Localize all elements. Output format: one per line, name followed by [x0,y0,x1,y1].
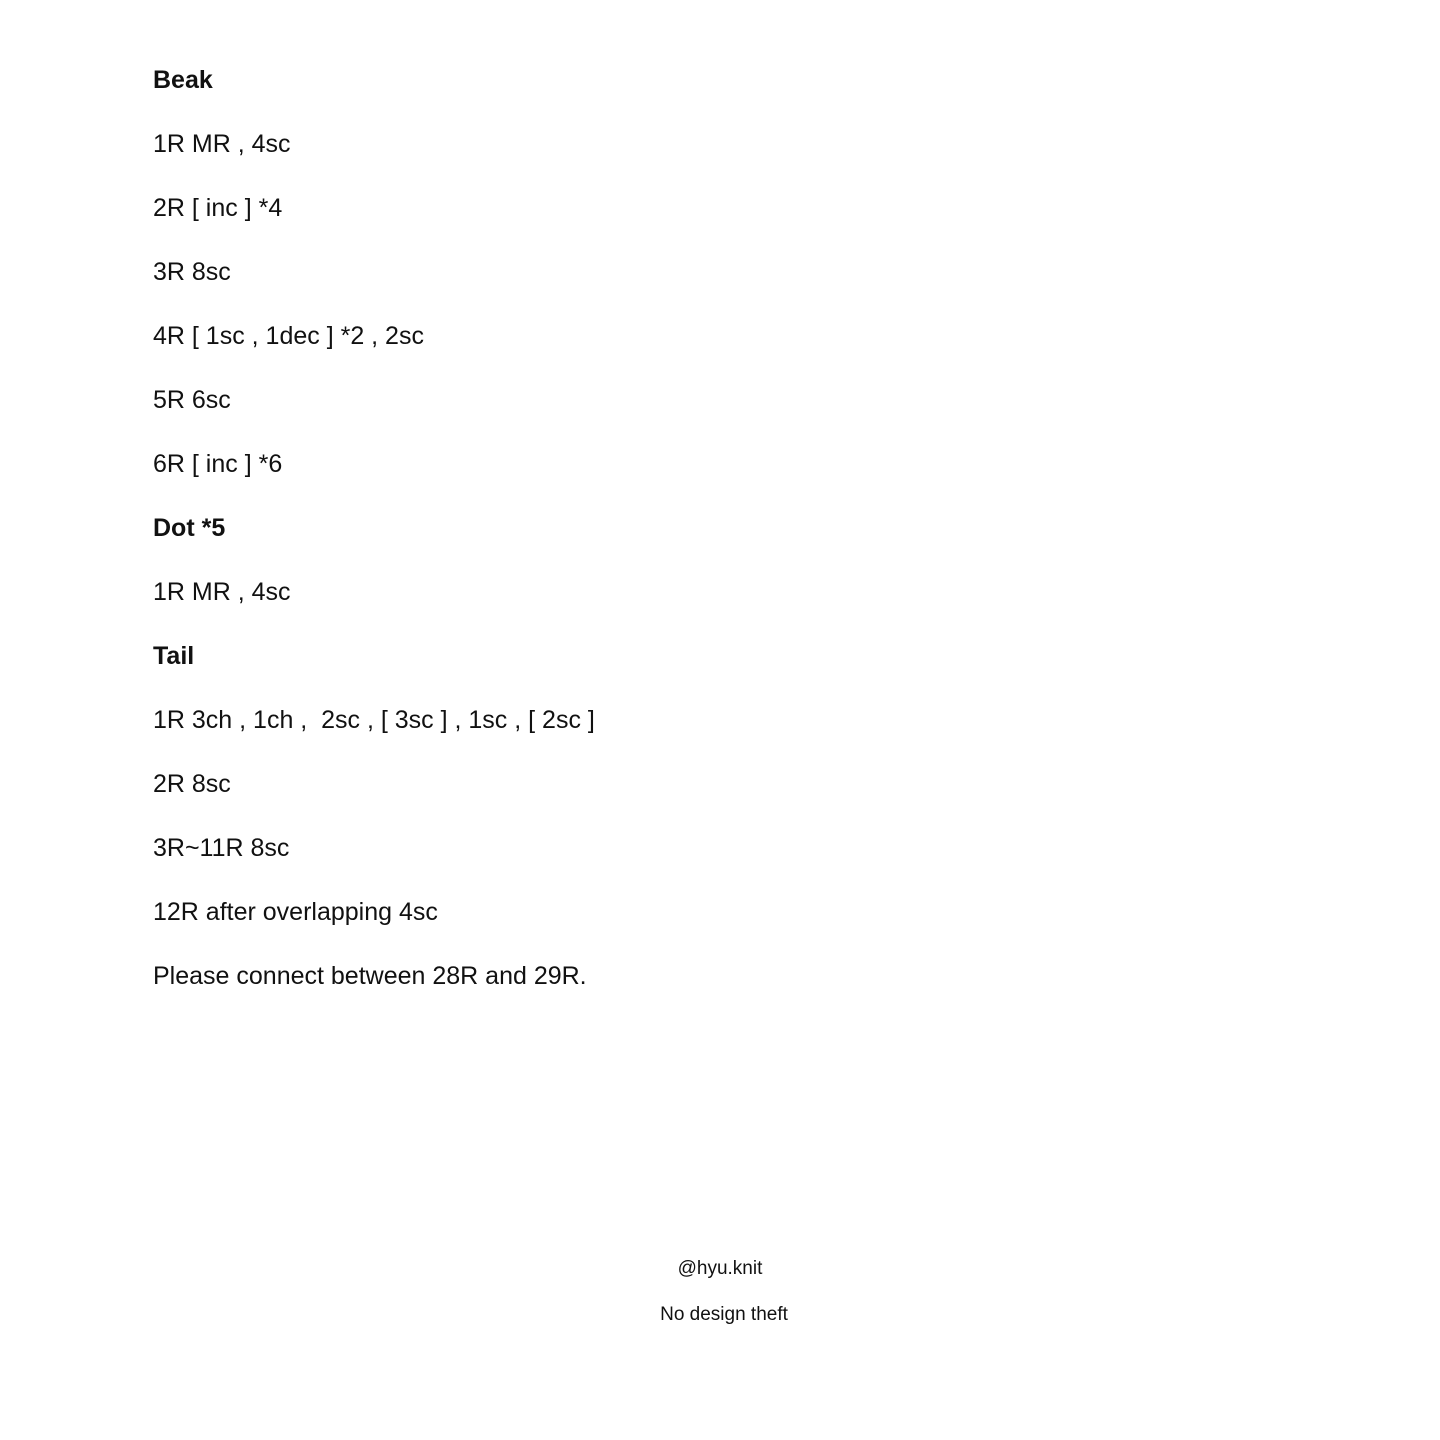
section-heading-tail: Tail [153,642,195,670]
tail-row-12: 12R after overlapping 4sc [153,898,438,926]
dot-row-1: 1R MR , 4sc [153,578,291,606]
section-heading-dot: Dot *5 [153,514,226,542]
beak-row-4: 4R [ 1sc , 1dec ] *2 , 2sc [153,322,424,350]
beak-row-1: 1R MR , 4sc [153,130,291,158]
beak-row-5: 5R 6sc [153,386,231,414]
copyright-notice: No design theft [660,1304,788,1325]
section-heading-beak: Beak [153,66,213,94]
tail-row-1: 1R 3ch , 1ch , 2sc , [ 3sc ] , 1sc , [ 2sc ] [153,706,595,734]
tail-row-2: 2R 8sc [153,770,231,798]
tail-row-3-11: 3R~11R 8sc [153,834,290,862]
beak-row-6: 6R [ inc ] *6 [153,450,283,478]
beak-row-3: 3R 8sc [153,258,231,286]
beak-row-2: 2R [ inc ] *4 [153,194,283,222]
tail-connect-note: Please connect between 28R and 29R. [153,962,587,990]
author-handle: @hyu.knit [677,1258,763,1279]
pattern-content [153,60,1253,1020]
